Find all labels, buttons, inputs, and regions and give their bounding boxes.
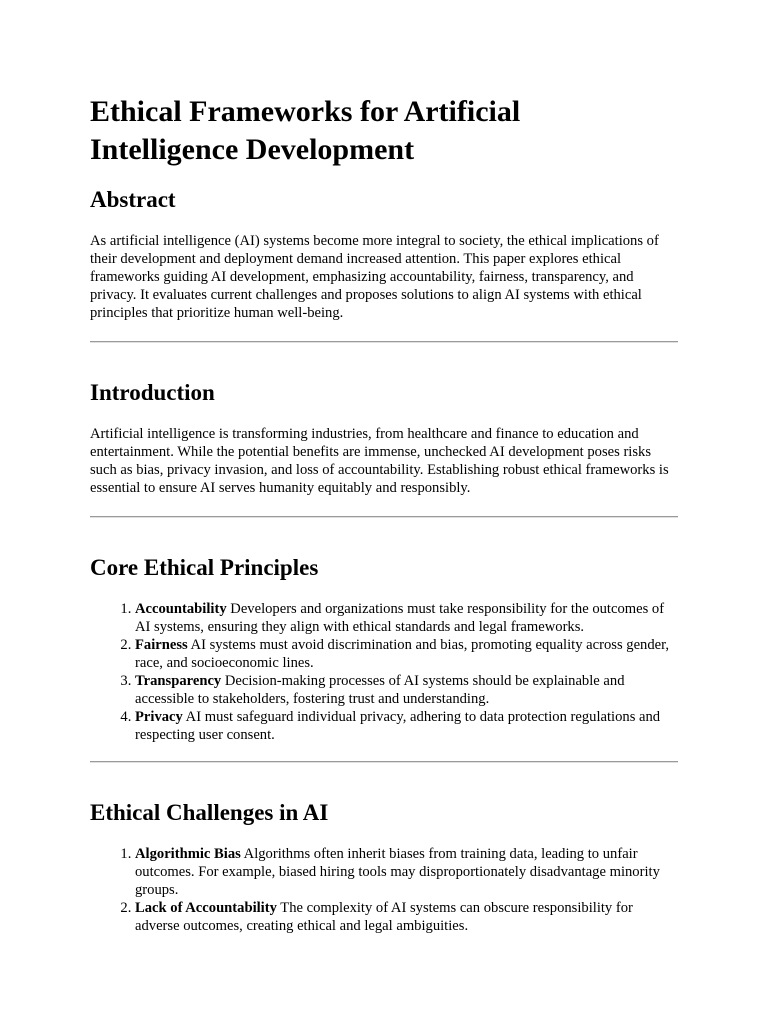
list-item-term: Transparency: [135, 673, 222, 689]
section-divider: [90, 341, 678, 343]
abstract-section: [90, 186, 678, 322]
introduction-section: [90, 379, 678, 497]
document-title: Ethical Frameworks for Artificial Intelligence Development: [90, 95, 521, 166]
challenges-section: [90, 799, 678, 935]
list-item: [135, 845, 678, 899]
list-item: [135, 600, 678, 636]
list-item-term: Fairness: [135, 637, 188, 653]
principles-section: [90, 554, 678, 744]
list-item-text: Algorithms often inherit biases from training data, leading to unfair outcomes. For example, biased hiring tools may disproportionately disadvantage minority groups.: [135, 846, 660, 898]
section-divider: [90, 761, 678, 763]
list-item-text: AI must safeguard individual privacy, adhering to data protection regulations and respecting user consent.: [135, 709, 661, 743]
list-item-text: The complexity of AI systems can obscure responsibility for adverse outcomes, creating ethical and legal ambiguities.: [135, 900, 633, 934]
introduction-body: Artificial intelligence is transforming industries, from healthcare and finance to education and entertainment. While the potential benefits are immense, unchecked AI development poses risks such as bias, privacy invasion, and loss of accountability. Establishing robust ethical frameworks is essential to ensure AI serves humanity equitably and responsibly.: [90, 426, 669, 496]
list-item-term: Algorithmic Bias: [135, 846, 241, 862]
challenges-heading: Ethical Challenges in AI: [90, 800, 329, 825]
list-item-text: Decision-making processes of AI systems should be explainable and accessible to stakeholders, fostering trust and understanding.: [135, 673, 625, 707]
abstract-body: As artificial intelligence (AI) systems become more integral to society, the ethical implications of their development and deployment demand increased attention. This paper explores ethical frameworks guiding AI development, emphasizing accountability, fairness, transparency, and privacy. It evaluates current challenges and proposes solutions to align AI systems with ethical principles that prioritize human well-being.: [90, 233, 659, 321]
list-item-text: Developers and organizations must take responsibility for the outcomes of AI systems, ensuring they align with ethical standards and legal frameworks.: [135, 601, 665, 635]
list-item: [135, 708, 678, 744]
list-item-term: Lack of Accountability: [135, 900, 277, 916]
list-item: [135, 899, 678, 935]
abstract-heading: Abstract: [90, 187, 176, 212]
challenges-list: [90, 845, 678, 935]
section-divider: [90, 516, 678, 518]
introduction-heading: Introduction: [90, 380, 215, 405]
principles-list: [90, 600, 678, 744]
list-item-term: Privacy: [135, 709, 183, 725]
list-item-term: Accountability: [135, 601, 227, 617]
principles-heading: Core Ethical Principles: [90, 555, 319, 580]
list-item-text: AI systems must avoid discrimination and bias, promoting equality across gender, race, and socioeconomic lines.: [135, 637, 670, 671]
list-item: [135, 672, 678, 708]
list-item: [135, 636, 678, 672]
